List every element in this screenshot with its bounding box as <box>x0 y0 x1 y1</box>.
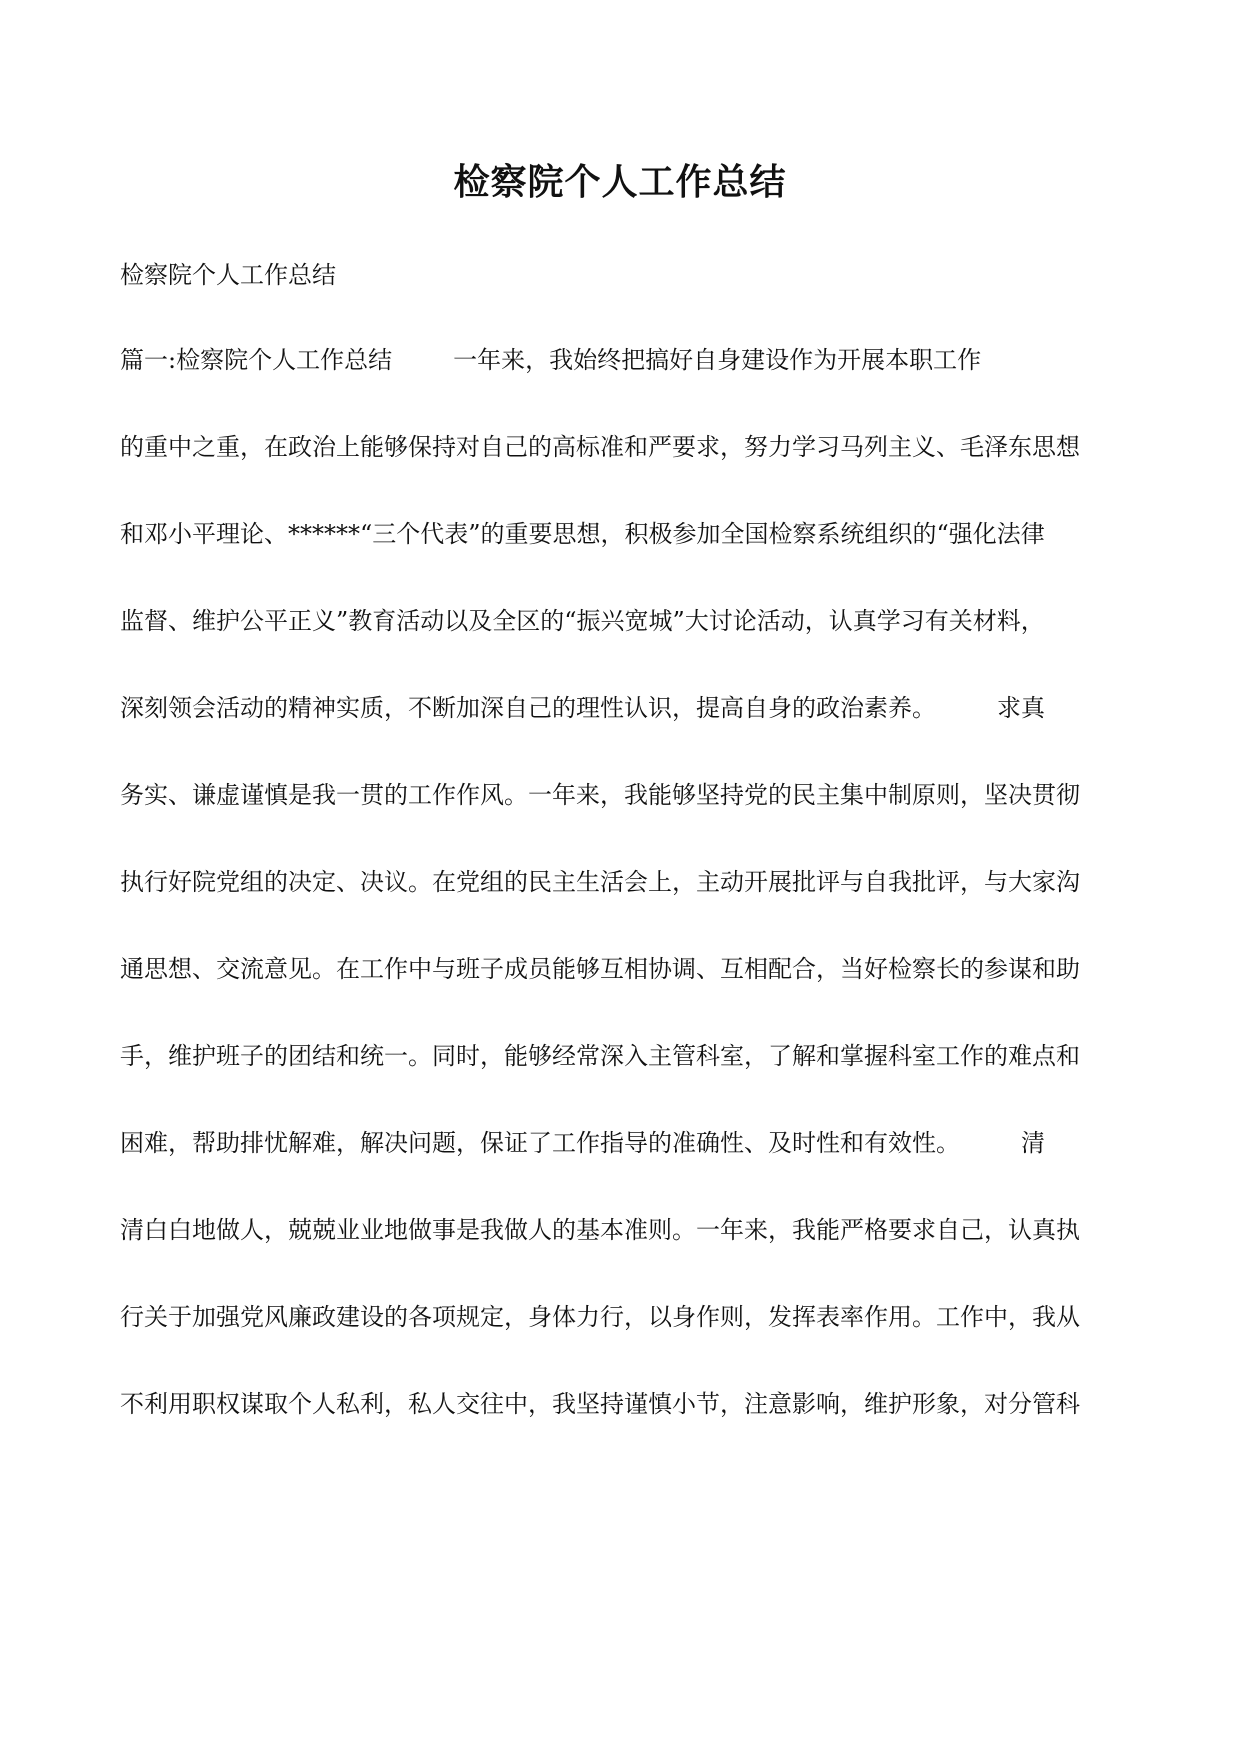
document-title: 检察院个人工作总结 <box>453 161 787 203</box>
body-line-6: 务实、谦虚谨慎是我一贯的工作作风。一年来，我能够坚持党的民主集中制原则，坚决贯彻 <box>120 781 1080 809</box>
body-line-12: 行关于加强党风廉政建设的各项规定，身体力行，以身作则，发挥表率作用。工作中，我从 <box>120 1303 1080 1331</box>
body-line-2: 的重中之重，在政治上能够保持对自己的高标准和严要求，努力学习马列主义、毛泽东思想 <box>120 433 1080 461</box>
body-line-5: 深刻领会活动的精神实质，不断加深自己的理性认识，提高自身的政治素养。 求真 <box>120 694 1046 722</box>
body-line-9: 手，维护班子的团结和统一。同时，能够经常深入主管科室，了解和掌握科室工作的难点和 <box>120 1042 1080 1070</box>
body-line-10: 困难，帮助排忧解难，解决问题，保证了工作指导的准确性、及时性和有效性。 清 <box>120 1129 1046 1157</box>
body-line-4: 监督、维护公平正义”教育活动以及全区的“振兴宽城”大讨论活动，认真学习有关材料， <box>120 607 1045 635</box>
body-line-7: 执行好院党组的决定、决议。在党组的民主生活会上，主动开展批评与自我批评，与大家沟 <box>120 868 1080 896</box>
document-subtitle: 检察院个人工作总结 <box>120 261 336 289</box>
body-line-3: 和邓小平理论、******“三个代表”的重要思想，积极参加全国检察系统组织的“强化法律 <box>120 520 1045 548</box>
body-line-8: 通思想、交流意见。在工作中与班子成员能够互相协调、互相配合，当好检察长的参谋和助 <box>120 955 1080 983</box>
body-line-11: 清白白地做人，兢兢业业地做事是我做人的基本准则。一年来，我能严格要求自己，认真执 <box>120 1216 1080 1244</box>
body-line-1: 篇一:检察院个人工作总结 一年来，我始终把搞好自身建设作为开展本职工作 <box>120 346 982 374</box>
body-line-13: 不利用职权谋取个人私利，私人交往中，我坚持谨慎小节，注意影响，维护形象，对分管科 <box>120 1390 1080 1418</box>
